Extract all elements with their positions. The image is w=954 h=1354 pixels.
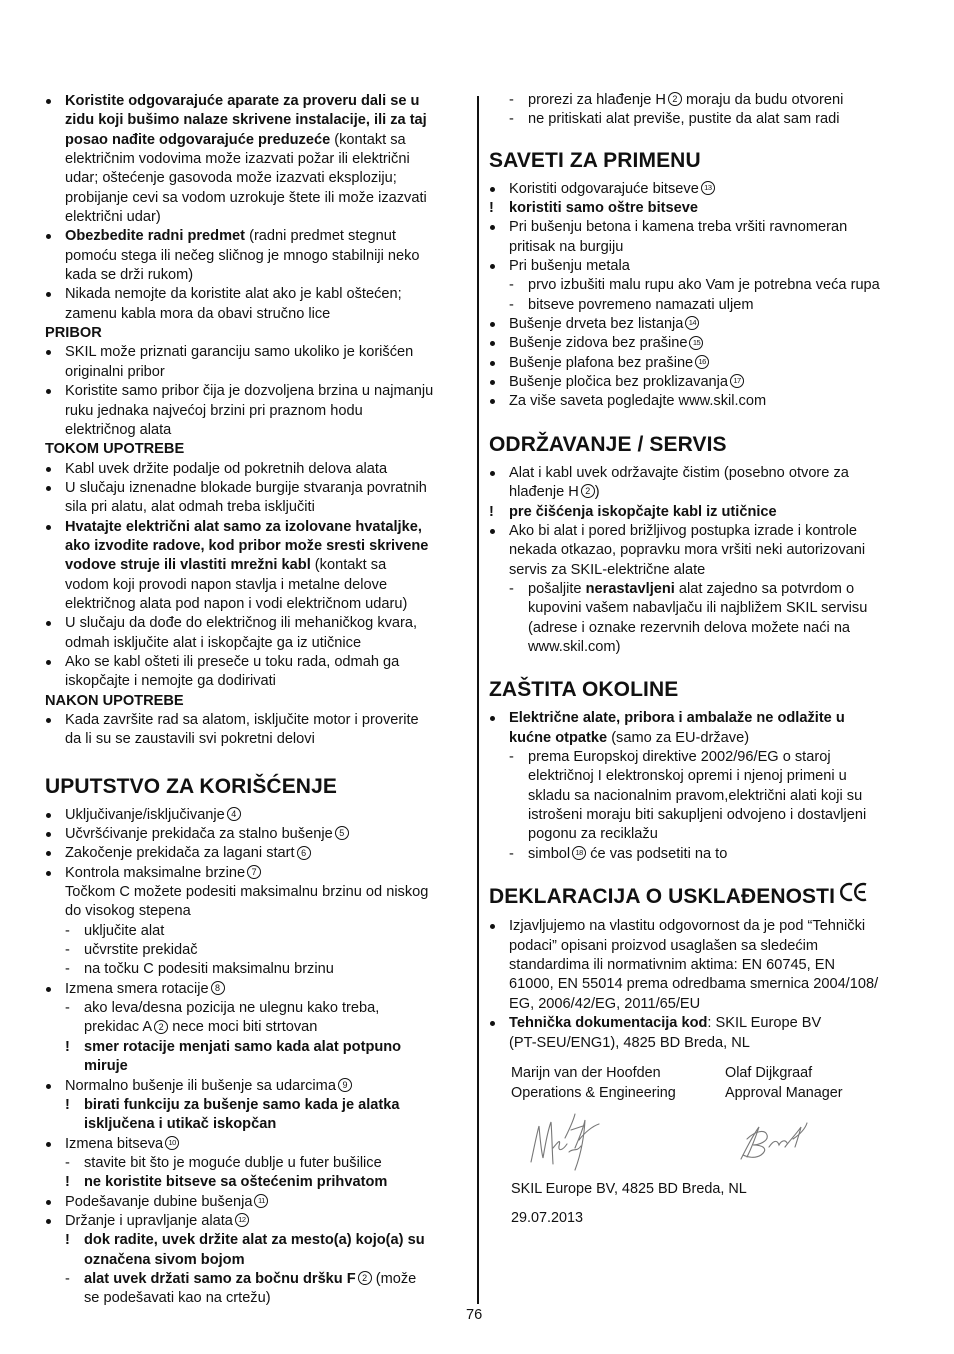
figure-ref-icon: 9: [338, 1078, 352, 1092]
section-title-zastita: ZAŠTITA OKOLINE: [489, 678, 679, 702]
right-column: [489, 91, 914, 1053]
list-item: Bušenje drveta bez listanja 14: [489, 315, 914, 334]
bullet: [46, 1200, 51, 1205]
bullet: [46, 813, 51, 818]
list-item: Koristiti odgovarajuće bitseve 13: [489, 180, 914, 199]
sub-item: - prema Europskoj direktive 2002/96/EG o staroj: [489, 748, 914, 767]
list-item: Bušenje plafona bez prašine 16: [489, 354, 914, 373]
list-item-cont: do visokog stepena: [65, 903, 191, 920]
list-item-cont: iskopčajte i nemojte ga dodirivati: [65, 673, 276, 690]
signature-2-image: [737, 1117, 811, 1163]
section-title-text: DEKLARACIJA O USKLAĐENOSTI: [489, 885, 836, 908]
sub-item: - uključite alat: [45, 922, 470, 941]
list-item-cont: električnim vodovima može izazvati požar ili električni: [65, 151, 410, 168]
sub-item: - na točku C podesiti maksimalnu brzinu: [45, 960, 470, 979]
bullet: [490, 1021, 495, 1026]
bullet: [46, 1084, 51, 1089]
figure-ref-icon: 2: [154, 1020, 168, 1034]
list-item: Alat i kabl uvek održavajte čistim (posebno otvore za: [489, 464, 914, 483]
figure-ref-icon: 8: [211, 981, 225, 995]
sub-item: - prvo izbušiti malu rupu ako Vam je potrebna veća rupa: [489, 276, 914, 295]
list-item: Za više saveta pogledajte www.skil.com: [489, 392, 914, 411]
bullet: [46, 621, 51, 626]
list-item: SKIL može priznati garanciju samo ukoliko je korišćen: [45, 343, 470, 362]
list-item: Držanje i upravljanje alata 12: [45, 1212, 470, 1231]
signature-1-image: [525, 1108, 605, 1174]
list-item-cont: sila pri alatu, alat odmah treba isključiti: [65, 499, 315, 516]
list-item: Izmena smera rotacije 8: [45, 980, 470, 999]
warning-item-cont: isključena i utikač iskopčan: [84, 1116, 277, 1133]
bullet: [46, 987, 51, 992]
list-item: Ako se kabl ošteti ili preseče u toku rada, odmah ga: [45, 653, 470, 672]
figure-ref-icon: 2: [668, 92, 682, 106]
bullet: [46, 467, 51, 472]
dash-marker: -: [509, 580, 514, 597]
list-item-cont: servis za SKIL-električne alate: [509, 561, 706, 578]
dash-marker: -: [509, 277, 514, 294]
figure-ref-icon: 12: [235, 1213, 249, 1227]
warning-icon: !: [489, 503, 494, 520]
section-title-deklaracija: [489, 884, 914, 910]
signatory-2-name: Olaf Dijkgraaf: [725, 1065, 813, 1081]
list-item: Kontrola maksimalne brzine 7: [45, 864, 470, 883]
warning-item: ! ne koristite bitseve sa oštećenim prihvatom: [45, 1173, 470, 1192]
list-item-cont: (PT-SEU/ENG1), 4825 BD Breda, NL: [509, 1034, 750, 1051]
list-item-cont: električnog alata: [65, 421, 172, 438]
bullet: [490, 322, 495, 327]
list-item: Obezbedite radni predmet (radni predmet stegnut: [45, 227, 470, 246]
list-item-cont: električni udar): [65, 209, 161, 226]
warning-icon: !: [65, 1232, 70, 1249]
list-item-cont: nekada otkazao, popravku mora vršiti neki autorizovani: [509, 542, 866, 559]
list-item-cont: posao nađite odgovarajuće preduzeće (kontakt sa: [65, 131, 406, 148]
page-number: 76: [466, 1307, 483, 1323]
bullet: [46, 718, 51, 723]
sub-item: - učvrstite prekidač: [45, 941, 470, 960]
sub-item-cont: se podešavati kao na crtežu): [84, 1290, 271, 1307]
figure-ref-icon: 16: [695, 355, 709, 369]
list-item-cont: vodove struje ili vlastiti mrežni kabl (kontakt sa: [65, 557, 387, 574]
list-item-cont: podaci” opisani proizvod usaglašen sa sledećim: [509, 937, 819, 954]
dash-marker: -: [65, 1000, 70, 1017]
bullet: [46, 871, 51, 876]
figure-ref-icon: 14: [685, 316, 699, 330]
list-item: Kabl uvek držite podalje od pokretnih delova alata: [45, 460, 470, 479]
list-item: Ako bi alat i pored brižljivog postupka izrade i kontrole: [489, 522, 914, 541]
list-item-cont: kada se drži rukom): [65, 267, 194, 284]
warning-icon: !: [65, 1174, 70, 1191]
list-item: Hvatajte električni alat samo za izolovane hvataljke,: [45, 518, 470, 537]
list-item: Uključivanje/isključivanje 4: [45, 806, 470, 825]
sub-item-cont: kupovini vašem nabavljaču ili najbližem SKIL servisu: [528, 600, 868, 617]
sub-item-cont: www.skil.com): [528, 638, 621, 655]
bullet: [46, 292, 51, 297]
bullet: [46, 851, 51, 856]
warning-item: ! smer rotacije menjati samo kada alat potpuno: [45, 1038, 470, 1057]
sub-item: - alat uvek držati samo za bočnu dršku F 2 (može: [45, 1270, 470, 1289]
dash-marker: -: [65, 961, 70, 978]
list-item: Izjavljujemo na vlastitu odgovornost da je pod “Tehnički: [489, 917, 914, 936]
dash-marker: -: [509, 748, 514, 765]
bullet: [490, 529, 495, 534]
dash-marker: -: [65, 1270, 70, 1287]
list-item: Podešavanje dubine bušenja 11: [45, 1193, 470, 1212]
list-item-cont: električnog alata pod napon i vodi električnom udaru): [65, 595, 408, 612]
column-divider: [477, 96, 479, 1304]
list-item: U slučaju da dođe do električnog ili mehaničkog kvara,: [45, 614, 470, 633]
list-item: U slučaju iznenadne blokade burgije stvaranja povratnih: [45, 479, 470, 498]
subheading-tokom-upotrebe: TOKOM UPOTREBE: [45, 441, 185, 458]
dash-marker: -: [509, 845, 514, 862]
bullet: [46, 660, 51, 665]
figure-ref-icon: 5: [335, 826, 349, 840]
warning-item: ! birati funkciju za bušenje samo kada je alatka: [45, 1096, 470, 1115]
list-item: Koristite odgovarajuće aparate za proveru dali se u: [45, 92, 470, 111]
bullet: [490, 380, 495, 385]
list-item: Bušenje pločica bez proklizavanja 17: [489, 373, 914, 392]
list-item-cont: odmah isključite alat i iskopčajte ga iz utičnice: [65, 634, 362, 651]
figure-ref-icon: 7: [247, 865, 261, 879]
bullet: [490, 924, 495, 929]
bullet: [490, 341, 495, 346]
list-item-cont: zamenu kabla mora da obavi stručno lice: [65, 305, 331, 322]
list-item: Učvršćivanje prekidača za stalno bušenje 5: [45, 825, 470, 844]
warning-item: ! koristiti samo oštre bitseve: [489, 199, 914, 218]
list-item: Izmena bitseva 10: [45, 1135, 470, 1154]
figure-ref-icon: 13: [701, 181, 715, 195]
sub-item: - stavite bit što je moguće dublje u futer bušilice: [45, 1154, 470, 1173]
sub-item: - ako leva/desna pozicija ne ulegnu kako treba,: [45, 999, 470, 1018]
bullet: [46, 1142, 51, 1147]
bullet: [46, 350, 51, 355]
sub-item-cont: (adrese i oznake rezervnih delova možete naći na: [528, 619, 851, 636]
list-item: Kada završite rad sa alatom, isključite motor i proverite: [45, 711, 470, 730]
signatory-2-role: Approval Manager: [725, 1085, 843, 1101]
bullet: [46, 389, 51, 394]
bullet: [46, 234, 51, 239]
bullet: [46, 99, 51, 104]
bullet: [490, 361, 495, 366]
list-item-cont: standardima ili normativnim aktima: EN 60745, EN: [509, 957, 836, 974]
list-item: Pri bušenju metala: [489, 257, 914, 276]
list-item-cont: ruku jednaka najvećoj brzini pri praznom hodu: [65, 402, 363, 419]
list-item-cont: vodom koji provodi napon stavlja i metalne delove: [65, 576, 388, 593]
left-column: [45, 92, 470, 1309]
warning-icon: !: [65, 1096, 70, 1113]
signatory-2: [725, 1063, 843, 1103]
bullet: [490, 187, 495, 192]
list-item-cont: pomoću stega ili nečeg sličnog je mnogo stabilniji neko: [65, 247, 420, 264]
figure-ref-icon: 15: [689, 336, 703, 350]
list-item-cont: EG, 2006/42/EG, 2011/65/EU: [509, 995, 701, 1012]
bullet: [46, 525, 51, 530]
list-item-cont: pritisak na burgiju: [509, 238, 624, 255]
list-item-cont: ako izvodite radove, kod pribor može sresti skrivene: [65, 537, 429, 554]
signatory-1-name: Marijn van der Hoofden: [511, 1065, 661, 1081]
list-item-cont: zidu koji bušimo nalaze skrivene instalacije, ili za taj: [65, 112, 427, 129]
ce-mark-icon: [840, 882, 868, 908]
dash-marker: -: [65, 922, 70, 939]
bullet: [490, 264, 495, 269]
figure-ref-icon: 6: [297, 846, 311, 860]
list-item-cont: probijanje cevi sa vodom uzrokuje štete ili može izazvati: [65, 189, 427, 206]
bullet: [46, 832, 51, 837]
dash-marker: -: [509, 92, 514, 108]
warning-item-cont: označena sivom bojom: [84, 1251, 245, 1268]
sub-item-cont: istrošeni moraju biti sakupljeni odvojeno i dostavljeni: [528, 806, 867, 823]
figure-ref-icon: 2: [358, 1271, 372, 1285]
list-item: Pri bušenju betona i kamena treba vršiti ravnomeran: [489, 218, 914, 237]
figure-ref-icon: 2: [581, 484, 595, 498]
figure-ref-icon: 11: [254, 1194, 268, 1208]
list-item-cont: originalni pribor: [65, 363, 165, 380]
list-item-cont: da li su se zaustavili svi pokretni delovi: [65, 731, 315, 748]
sub-item: - prorezi za hlađenje H 2 moraju da budu otvoreni: [489, 91, 914, 110]
warning-item: ! pre čišćenja iskopčajte kabl iz utičnice: [489, 503, 914, 522]
section-title-odrzavanje: ODRŽAVANJE / SERVIS: [489, 432, 727, 456]
section-title-uputstvo: UPUTSTVO ZA KORIŠĆENJE: [45, 774, 337, 798]
list-item-cont: kućne otpatke (samo za EU-države): [509, 729, 750, 746]
bullet: [46, 1219, 51, 1224]
sub-item-cont: pogonu za reciklažu: [528, 826, 658, 843]
list-item: Zakočenje prekidača za lagani start 6: [45, 844, 470, 863]
warning-icon: !: [489, 200, 494, 217]
list-item: Koristite samo pribor čija je dozvoljena brzina u najmanju: [45, 382, 470, 401]
list-item-cont: udar; oštećenje gasovoda može izazvati eksploziju;: [65, 170, 397, 187]
figure-ref-icon: 17: [730, 374, 744, 388]
list-item-cont: Točkom C možete podesiti maksimalnu brzinu od niskog: [65, 884, 429, 901]
subheading-pribor: PRIBOR: [45, 325, 102, 342]
list-item: Tehnička dokumentacija kod: SKIL Europe BV: [489, 1014, 914, 1033]
bullet: [490, 225, 495, 230]
list-item: Nikada nemojte da koristite alat ako je kabl oštećen;: [45, 285, 470, 304]
warning-item: ! dok radite, uvek držite alat za mesto(a) kojo(a) su: [45, 1231, 470, 1250]
dash-marker: -: [65, 1154, 70, 1171]
figure-ref-icon: 10: [165, 1136, 179, 1150]
signatory-1-role: Operations & Engineering: [511, 1085, 676, 1101]
sub-item-cont: električnoj I elektronskoj opremi i njenoj primeni u: [528, 768, 847, 785]
list-item-cont: 61000, EN 55014 prema odredbama smernica 2004/108/: [509, 976, 879, 993]
sub-item-cont: skladu sa nacionalnim pravom,električni alati koji su: [528, 787, 863, 804]
bullet: [490, 716, 495, 721]
bullet: [490, 399, 495, 404]
warning-icon: !: [65, 1038, 70, 1055]
company-address: SKIL Europe BV, 4825 BD Breda, NL: [511, 1181, 747, 1197]
sub-item: - bitseve povremeno namazati uljem: [489, 296, 914, 315]
list-item: Normalno bušenje ili bušenje sa udarcima 9: [45, 1077, 470, 1096]
figure-ref-icon: 4: [227, 807, 241, 821]
warning-item-cont: miruje: [84, 1058, 128, 1075]
dash-marker: -: [509, 111, 514, 128]
list-item-cont: hlađenje H 2 ): [509, 484, 600, 501]
subheading-nakon-upotrebe: NAKON UPOTREBE: [45, 692, 184, 709]
sub-item: - pošaljite nerastavljeni alat zajedno sa potvrdom o: [489, 580, 914, 599]
signatory-1: [511, 1063, 676, 1103]
sub-item-cont: prekidac A 2 nece moci biti strtovan: [84, 1019, 318, 1036]
dash-marker: -: [65, 942, 70, 959]
section-title-saveti: SAVETI ZA PRIMENU: [489, 148, 701, 172]
bullet: [490, 471, 495, 476]
signature-date: 29.07.2013: [511, 1210, 584, 1226]
dash-marker: -: [509, 296, 514, 313]
bullet: [46, 486, 51, 491]
figure-ref-icon: 18: [572, 846, 586, 860]
list-item: Električne alate, pribora i ambalaže ne odlažite u: [489, 709, 914, 728]
list-item: Bušenje zidova bez prašine 15: [489, 334, 914, 353]
sub-item: - ne pritiskati alat previše, pustite da alat sam radi: [489, 110, 914, 129]
sub-item: - simbol 18 će vas podsetiti na to: [489, 845, 914, 864]
